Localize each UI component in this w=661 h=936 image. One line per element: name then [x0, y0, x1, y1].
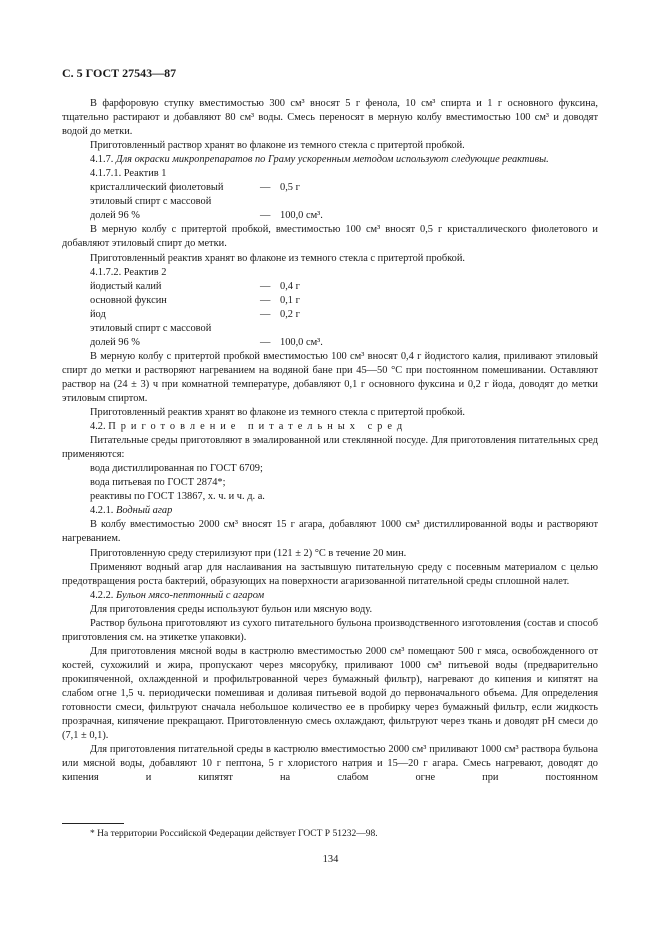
paragraph: Раствор бульона приготовляют из сухого питательного бульона производственного изготовления (состав и способ приготовления см. на этикетке упаковки). — [62, 617, 598, 643]
recipe-ingredient: кристаллический фиолетовый — [90, 182, 224, 194]
paragraph: Для приготовления среды используют бульон или мясную воду. — [90, 603, 373, 615]
footnote: * На территории Российской Федерации действует ГОСТ Р 51232—98. — [90, 829, 378, 839]
section-title: Приготовление питательных сред — [108, 421, 408, 433]
paragraph: В колбу вместимостью 2000 см³ вносят 15 г агара, добавляют 1000 см³ дистиллированной воды и растворяют нагреванием. — [62, 519, 598, 545]
paragraph: Приготовленный раствор хранят во флаконе из темного стекла с притертой пробкой. — [90, 140, 465, 152]
section-number: 4.2.1. — [90, 505, 114, 517]
recipe-amount: 100,0 см³. — [280, 336, 323, 348]
paragraph: Для приготовления питательной среды в кастрюлю вместимостью 2000 см³ приливают 1000 см³ раствора бульона или мясной воды, добавляют 10 г пептона, 5 г хлористого натрия и 15—20 г агара. Смесь нагревают, доводят до кипения и кипятят на слабом огне при постоянном — [62, 744, 598, 784]
section-number: 4.2.2. — [90, 589, 114, 601]
paragraph: Приготовленный реактив хранят во флаконе из темного стекла с притертой пробкой. — [90, 252, 466, 264]
recipe-amount — [280, 322, 420, 336]
section-4-2-1 — [62, 504, 598, 518]
recipe-amount: 0,5 г — [280, 182, 300, 194]
recipe-ingredient: йодистый калий — [90, 280, 162, 292]
recipe-ingredient: долей 96 % — [90, 210, 140, 222]
reagent-1-title: 4.1.7.1. Реактив 1 — [90, 168, 167, 180]
recipe-ingredient: основной фуксин — [90, 294, 167, 306]
recipe-dash: — — [260, 336, 271, 348]
page-number: 134 — [322, 854, 339, 865]
section-4-2-2 — [62, 589, 598, 603]
list-item: вода дистиллированная по ГОСТ 6709; — [90, 463, 263, 475]
list-item: реактивы по ГОСТ 13867, х. ч. и ч. д. а. — [90, 491, 265, 503]
recipe-dash — [260, 322, 280, 336]
reagent-2-recipe — [90, 280, 598, 350]
reagent-2-title: 4.1.7.2. Реактив 2 — [90, 266, 167, 278]
recipe-ingredient: йод — [90, 308, 106, 320]
list-item: вода питьевая по ГОСТ 2874*; — [90, 477, 226, 489]
paragraph: Приготовленную среду стерилизуют при (121 ± 2) °С в течение 20 мин. — [90, 547, 407, 559]
section-title: Для окраски микропрепаратов по Граму ускоренным методом используют следующие реактивы. — [116, 154, 549, 166]
recipe-dash — [260, 195, 280, 209]
section-title: Бульон мясо-пептонный с агаром — [116, 589, 265, 601]
paragraph: В мерную колбу с притертой пробкой вместимостью 100 см³ вносят 0,4 г йодистого калия, приливают этиловый спирт до метки и растворяют нагреванием на водяной бане при 45—50 °С при постоянном помешивании. Оставляют раствор на (24 ± 3) ч при комнатной температуре, добавляют 0,1 г основного фуксина и 0,2 г йода, доводят до метки этиловым спиртом. — [62, 350, 598, 404]
paragraph: Питательные среды приготовляют в эмалированной или стеклянной посуде. Для приготовления питательных сред применяются: — [62, 435, 598, 461]
recipe-dash: — — [260, 308, 271, 320]
recipe-amount — [280, 195, 420, 209]
paragraph: В мерную колбу с притертой пробкой, вместимостью 100 см³ вносят 0,5 г кристаллического фиолетового и добавляют этиловый спирт до метки. — [62, 224, 598, 250]
recipe-ingredient: этиловый спирт с массовой — [90, 322, 212, 334]
paragraph: Приготовленный реактив хранят во флаконе из темного стекла с притертой пробкой. — [90, 407, 466, 419]
recipe-dash: — — [260, 210, 271, 222]
recipe-amount: 100,0 см³. — [280, 210, 323, 222]
section-number: 4.1.7. — [90, 154, 114, 166]
section-number: 4.2. — [90, 421, 106, 433]
recipe-amount: 0,2 г — [280, 308, 300, 320]
section-4-2 — [62, 420, 598, 434]
section-title: Водный агар — [116, 505, 173, 517]
page-header: С. 5 ГОСТ 27543—87 — [62, 66, 177, 80]
reagent-1-recipe — [90, 181, 598, 223]
paragraph: Применяют водный агар для наслаивания на застывшую питательную среду с посевным материалом с целью предотвращения роста бактерий, образующих на поверхности агаризованной питательной среды сплошной налет. — [62, 561, 598, 587]
document-body — [62, 97, 598, 785]
paragraph: Для приготовления мясной воды в кастрюлю вместимостью 2000 см³ помещают 500 г мяса, освобожденного от костей, сухожилий и жира, пропускают через мясорубку, приливают 1000 см³ питьевой воды (предварительно прокипяченной, охлажденной и профильтрованной через бумажный фильтр), нагревают до кипения и кипятят на слабом огне 1,5 ч. периодически помешивая и доливая питьевой водой до первоначального объема. Для определения готовности смеси, фильтруют сначала небольшое количество ее в пробирку через бумажный фильтр, если жидкость прозрачная, кипячение прекращают. Приготовленную смесь охлаждают, фильтруют через ткань и доводят рН смеси до (7,1 ± 0,1). — [62, 645, 598, 742]
recipe-ingredient: долей 96 % — [90, 336, 140, 348]
recipe-dash: — — [260, 280, 271, 292]
recipe-dash: — — [260, 294, 271, 306]
paragraph: В фарфоровую ступку вместимостью 300 см³ вносят 5 г фенола, 10 см³ спирта и 1 г основного фуксина, тщательно растирают и добавляют 80 см³ воды. Смесь переносят в мерную колбу вместимостью 100 см³ и доводят водой до метки. — [62, 98, 598, 138]
section-4-1-7 — [62, 153, 598, 167]
recipe-ingredient: этиловый спирт с массовой — [90, 196, 212, 208]
recipe-amount: 0,1 г — [280, 294, 300, 306]
recipe-amount: 0,4 г — [280, 280, 300, 292]
recipe-dash: — — [260, 182, 271, 194]
footnote-divider — [62, 823, 124, 824]
